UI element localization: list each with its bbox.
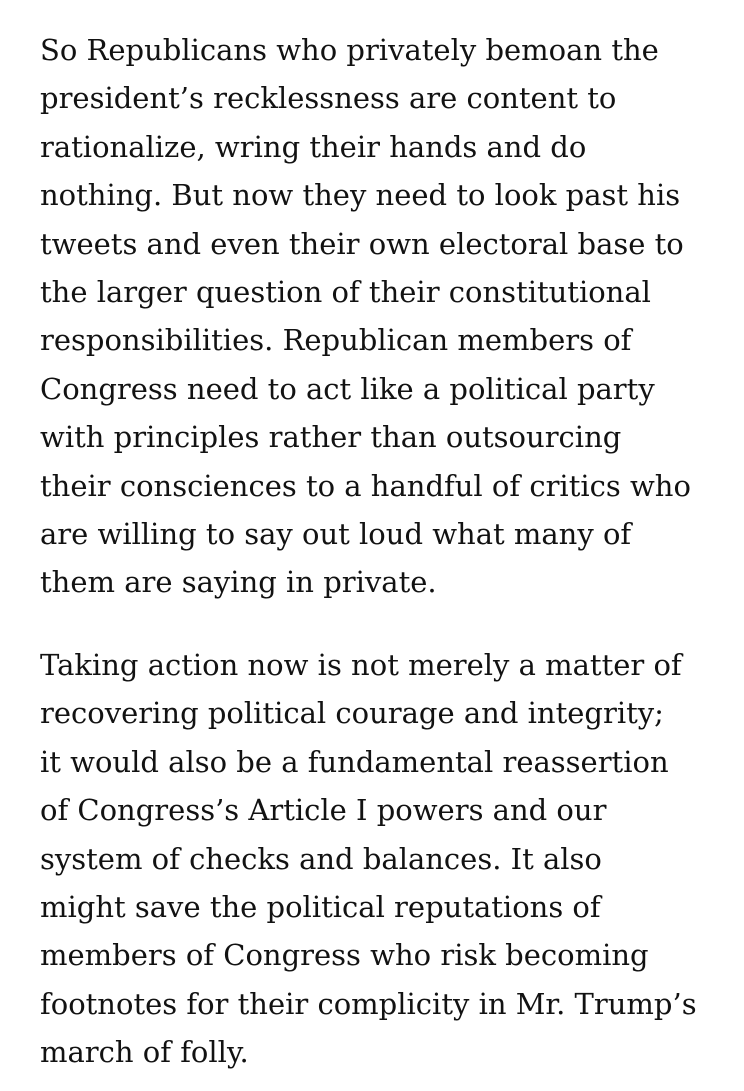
text-line: system of checks and balances. It also (40, 841, 602, 876)
text-line: march of folly. (40, 1035, 249, 1070)
article-body (40, 26, 730, 1077)
text-line: them are saying in private. (40, 565, 437, 600)
text-line: Taking action now is not merely a matter of (40, 647, 682, 682)
text-line: responsibilities. Republican members of (40, 323, 632, 358)
text-line: members of Congress who risk becoming (40, 938, 649, 973)
text-line: their consciences to a handful of critics who (40, 468, 691, 503)
text-line: might save the political reputations of (40, 889, 601, 924)
text-line: footnotes for their complicity in Mr. Trump’s (40, 986, 697, 1021)
article-paragraph-1 (40, 26, 730, 607)
text-line: it would also be a fundamental reassertion (40, 744, 669, 779)
text-line: the larger question of their constitutional (40, 275, 651, 310)
text-line: Congress need to act like a political party (40, 371, 655, 406)
article-paragraph-2 (40, 641, 730, 1077)
text-line: of Congress’s Article I powers and our (40, 793, 607, 828)
text-line: tweets and even their own electoral base to (40, 226, 684, 261)
text-line: nothing. But now they need to look past his (40, 178, 681, 213)
text-line: are willing to say out loud what many of (40, 517, 632, 552)
text-line: recovering political courage and integrity; (40, 696, 664, 731)
text-line: rationalize, wring their hands and do (40, 129, 587, 164)
text-line: with principles rather than outsourcing (40, 420, 622, 455)
text-line: So Republicans who privately bemoan the (40, 33, 659, 67)
text-line: president’s recklessness are content to (40, 81, 617, 116)
